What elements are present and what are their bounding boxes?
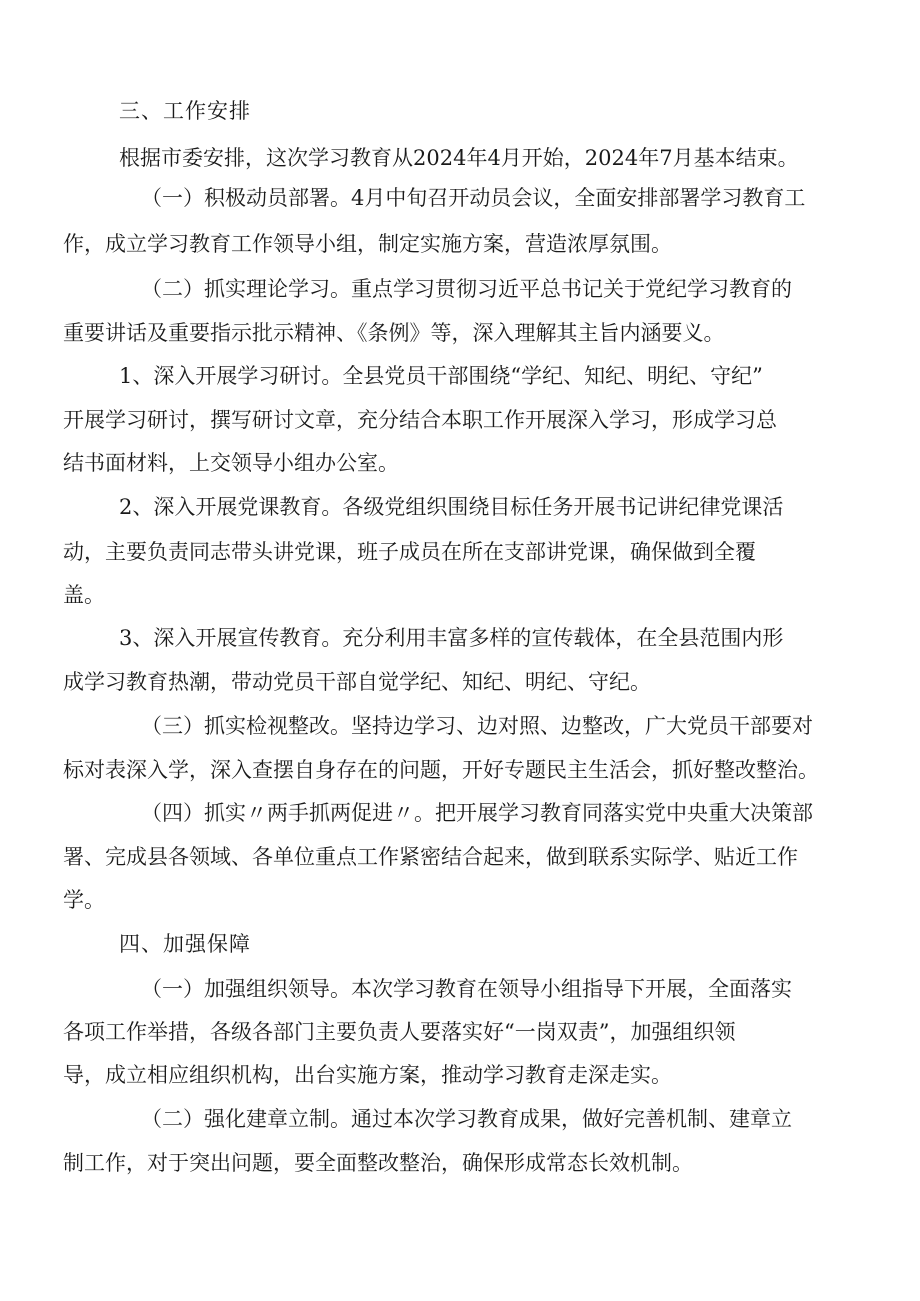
paragraph-study-discussion-line-3: 结书面材料，上交领导小组办公室。 <box>63 451 399 475</box>
paragraph-study-discussion-line-2: 开展学习研讨，撰写研讨文章，充分结合本职工作开展深入学习，形成学习总 <box>63 408 777 432</box>
paragraph-rectification-line-2: 标对表深入学，深入查摆自身存在的问题，开好专题民主生活会，抓好整改整治。 <box>63 758 819 782</box>
paragraph-mechanism-line-2: 制工作，对于突出问题，要全面整改整治，确保形成常态长效机制。 <box>63 1151 693 1175</box>
paragraph-mechanism-line-1: （二）强化建章立制。通过本次学习教育成果，做好完善机制、建章立 <box>141 1107 792 1131</box>
paragraph-schedule: 根据市委安排，这次学习教育从2024年4月开始，2024年7月基本结束。 <box>119 146 799 170</box>
paragraph-leadership-line-3: 导，成立相应组织机构，出台实施方案，推动学习教育走深走实。 <box>63 1063 672 1087</box>
paragraph-publicity-line-1: 3、深入开展宣传教育。充分利用丰富多样的宣传载体，在全县范围内形 <box>119 626 784 650</box>
paragraph-leadership-line-2: 各项工作举措，各级各部门主要负责人要落实好“一岗双责”，加强组织领 <box>63 1020 736 1044</box>
paragraph-theory-study-line-1: （二）抓实理论学习。重点学习贯彻习近平总书记关于党纪学习教育的 <box>141 277 792 301</box>
paragraph-party-lecture-line-1: 2、深入开展党课教育。各级党组织围绕目标任务开展书记讲纪律党课活 <box>119 495 784 519</box>
paragraph-two-hands-line-1: （四）抓实〃两手抓两促进〃。把开展学习教育同落实党中央重大决策部 <box>141 801 813 825</box>
paragraph-theory-study-line-2: 重要讲话及重要指示批示精神、《条例》等，深入理解其主旨内涵要义。 <box>63 321 725 345</box>
paragraph-mobilize-line-2: 作，成立学习教育工作领导小组，制定实施方案，营造浓厚氛围。 <box>63 232 672 256</box>
paragraph-study-discussion-line-1: 1、深入开展学习研讨。全县党员干部围绕“学纪、知纪、明纪、守纪” <box>119 364 763 388</box>
paragraph-two-hands-line-2: 署、完成县各领域、各单位重点工作紧密结合起来，做到联系实际学、贴近工作 <box>63 845 798 869</box>
section-heading-safeguards: 四、加强保障 <box>119 932 251 956</box>
paragraph-rectification-line-1: （三）抓实检视整改。坚持边学习、边对照、边整改，广大党员干部要对 <box>141 714 813 738</box>
paragraph-mobilize-line-1: （一）积极动员部署。4月中旬召开动员会议，全面安排部署学习教育工 <box>141 186 806 210</box>
paragraph-publicity-line-2: 成学习教育热潮，带动党员干部自觉学纪、知纪、明纪、守纪。 <box>63 670 651 694</box>
paragraph-leadership-line-1: （一）加强组织领导。本次学习教育在领导小组指导下开展，全面落实 <box>141 977 792 1001</box>
paragraph-party-lecture-line-3: 盖。 <box>63 583 105 607</box>
paragraph-two-hands-line-3: 学。 <box>63 888 105 912</box>
paragraph-party-lecture-line-2: 动，主要负责同志带头讲党课，班子成员在所在支部讲党课，确保做到全覆 <box>63 540 756 564</box>
section-heading-work-arrangement: 三、工作安排 <box>119 99 251 123</box>
